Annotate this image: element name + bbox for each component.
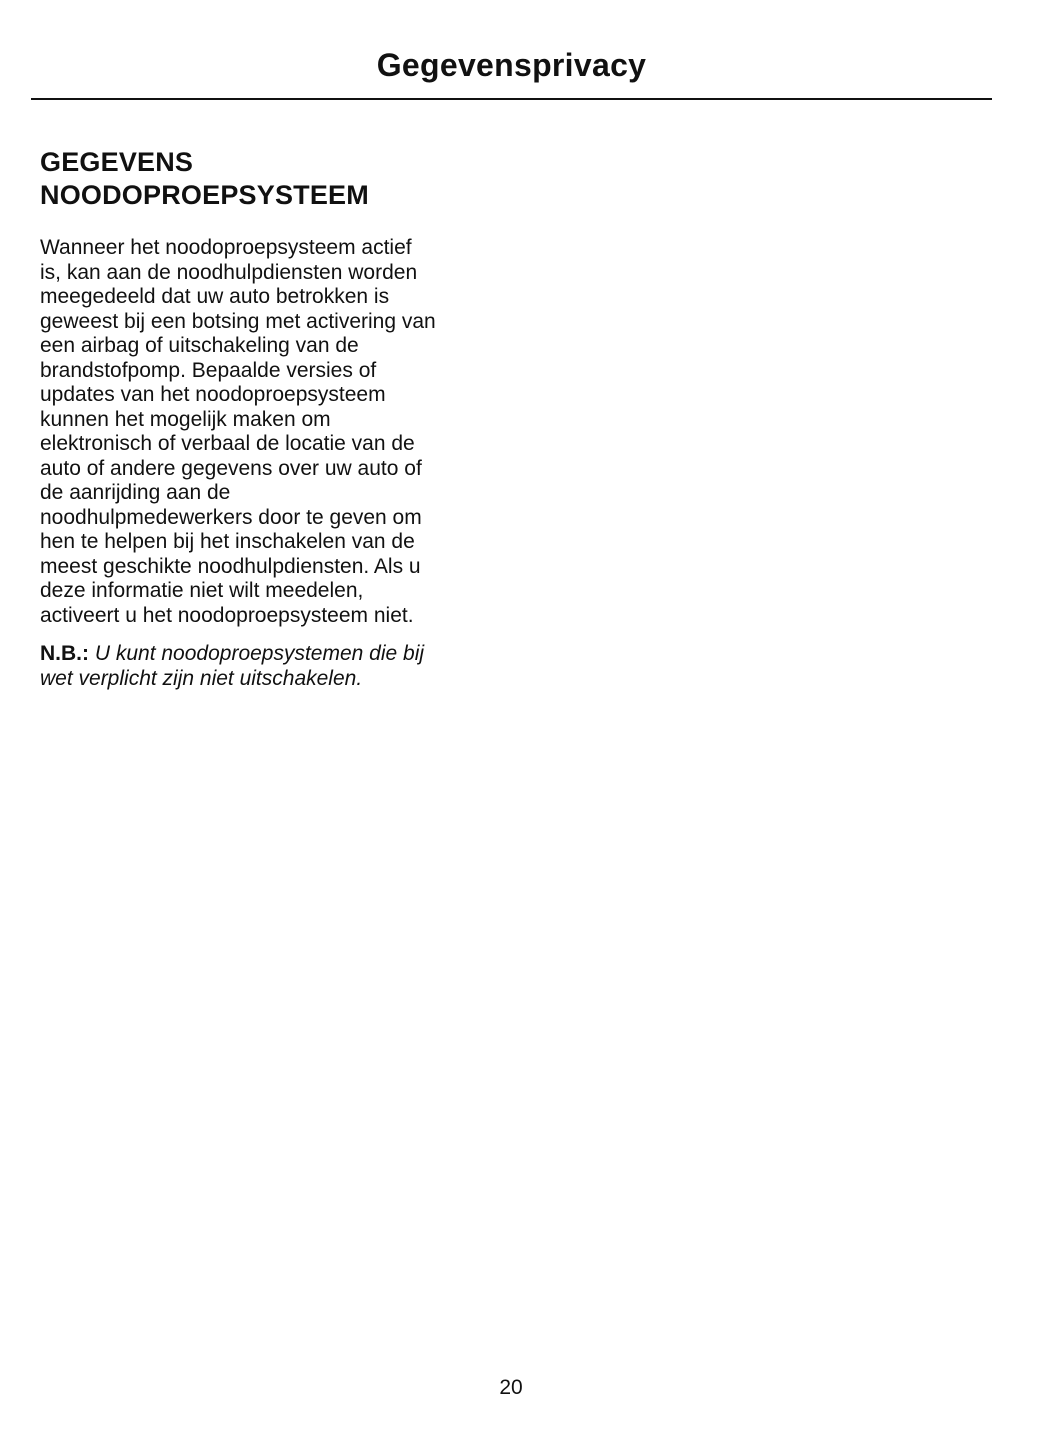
note [40,642,500,691]
page-header [31,40,992,100]
section-title-line2: NOODOPROEPSYSTEEM [40,180,369,210]
page-title [31,45,992,85]
section-title-line1: GEGEVENS [40,147,194,177]
section-title [40,146,500,212]
note-label: N.B.: [40,642,89,665]
page-title-text: Gegevensprivacy [376,47,647,83]
content-column [40,146,500,691]
note-text: U kunt noodoproepsystemen die bij wet verplicht zijn niet uitschakelen. [40,642,425,690]
section-body: Wanneer het noodoproepsysteem actief is, kan aan de noodhulpdiensten worden meegedeeld dat uw auto betrokken is geweest bij een botsing met activering van een airbag of uitschakeling van de brandstofpomp. Bepaalde versies of updates van het noodoproepsysteem kunnen het mogelijk maken om elektronisch of verbaal de locatie van de auto of andere gegevens over uw auto of de aanrijding aan de noodhulpmedewerkers door te geven om hen te helpen bij het inschakelen van de meest geschikte noodhulpdiensten. Als u deze informatie niet wilt meedelen, activeert u het noodoproepsysteem niet. [40,236,436,627]
page-number: 20 [499,1376,523,1399]
